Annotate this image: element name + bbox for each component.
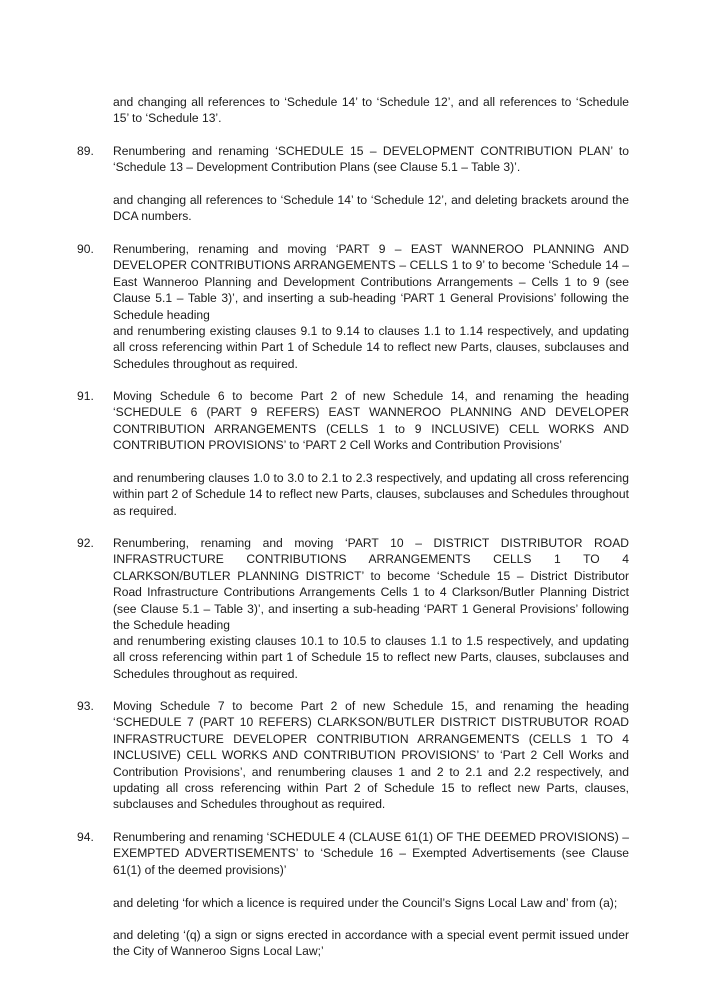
item-follow-paragraph: and renumbering existing clauses 10.1 to 10.5 to clauses 1.1 to 1.5 respectively, and updating all cross referencing within part 1 of Schedule 15 to reflect new Parts, clauses, subclauses and Schedules throughout as required.	[113, 634, 629, 681]
item-number: 91.	[77, 389, 94, 403]
item-number: 89.	[77, 144, 94, 158]
item-number: 94.	[77, 830, 94, 844]
item-text: Renumbering and renaming ‘SCHEDULE 4 (CLAUSE 61(1) OF THE DEEMED PROVISIONS) – EXEMPTED ADVERTISEMENTS’ to ‘Schedule 16 – Exempted Advertisements (see Clause 61(1) of the deemed provisions)’	[113, 830, 629, 877]
item-text: Renumbering and renaming ‘SCHEDULE 15 – DEVELOPMENT CONTRIBUTION PLAN’ to ‘Schedule 13 – Development Contribution Plans (see Clause 5.1 – Table 3)’.	[113, 144, 629, 175]
item-number: 90.	[77, 242, 94, 256]
item-number: 92.	[77, 536, 94, 550]
intro-paragraph: and changing all references to ‘Schedule 14’ to ‘Schedule 12’, and all references to ‘Schedule 15’ to ‘Schedule 13’.	[113, 95, 629, 126]
item-text: Moving Schedule 7 to become Part 2 of new Schedule 15, and renaming the heading ‘SCHEDULE 7 (PART 10 REFERS) CLARKSON/BUTLER DISTRICT DISTRUBUTOR ROAD INFRASTRUCTURE DEVELOPER CONTRIBUTION ARRANGEMENTS (CELLS 1 TO 4 INCLUSIVE) CELL WORKS AND CONTRIBUTION PROVISIONS’ to ‘Part 2 Cell Works and Contribution Provisions’, and renumbering clauses 1 and 2 to 2.1 and 2.2 respectively, and updating all cross referencing within Part 2 of Schedule 15 to reflect new Parts, clauses, subclauses and Schedules throughout as required.	[113, 699, 629, 812]
item-follow-paragraph: and deleting ‘(q) a sign or signs erected in accordance with a special event permit issued under the City of Wanneroo Signs Local Law;’	[113, 928, 629, 959]
item-follow-paragraph: and changing all references to ‘Schedule 14’ to ‘Schedule 12’, and deleting brackets around the DCA numbers.	[113, 193, 629, 224]
item-follow-paragraph: and deleting ‘for which a licence is required under the Council’s Signs Local Law and’ from (a);	[113, 896, 618, 910]
item-follow-paragraph: and renumbering existing clauses 9.1 to 9.14 to clauses 1.1 to 1.14 respectively, and updating all cross referencing within Part 1 of Schedule 14 to reflect new Parts, clauses, subclauses and Schedules throughout as required.	[113, 324, 629, 371]
item-text: Renumbering, renaming and moving ‘PART 10 – DISTRICT DISTRIBUTOR ROAD INFRASTRUCTURE CONTRIBUTIONS ARRANGEMENTS CELLS 1 TO 4 CLARKSON/BUTLER PLANNING DISTRICT’ to become ‘Schedule 15 – District Distributor Road Infrastructure Contributions Arrangements Cells 1 to 4 Clarkson/Butler Planning District (see Clause 5.1 – Table 3)’, and inserting a sub-heading ‘PART 1 General Provisions’ following the Schedule heading	[113, 536, 629, 633]
item-text: Moving Schedule 6 to become Part 2 of new Schedule 14, and renaming the heading ‘SCHEDULE 6 (PART 9 REFERS) EAST WANNEROO PLANNING AND DEVELOPER CONTRIBUTION ARRANGEMENTS (CELLS 1 to 9 INCLUSIVE) CELL WORKS AND CONTRIBUTION PROVISIONS’ to ‘PART 2 Cell Works and Contribution Provisions’	[113, 389, 629, 453]
item-text: Renumbering, renaming and moving ‘PART 9 – EAST WANNEROO PLANNING AND DEVELOPER CONTRIBUTIONS ARRANGEMENTS – CELLS 1 to 9’ to become ‘Schedule 14 – East Wanneroo Planning and Development Contributions Arrangements – Cells 1 to 9 (see Clause 5.1 – Table 3)’, and inserting a sub-heading ‘PART 1 General Provisions’ following the Schedule heading	[113, 242, 629, 322]
item-number: 93.	[77, 699, 94, 713]
item-follow-paragraph: and renumbering clauses 1.0 to 3.0 to 2.1 to 2.3 respectively, and updating all cross referencing within part 2 of Schedule 14 to reflect new Parts, clauses, subclauses and Schedules throughout as required.	[113, 471, 629, 518]
